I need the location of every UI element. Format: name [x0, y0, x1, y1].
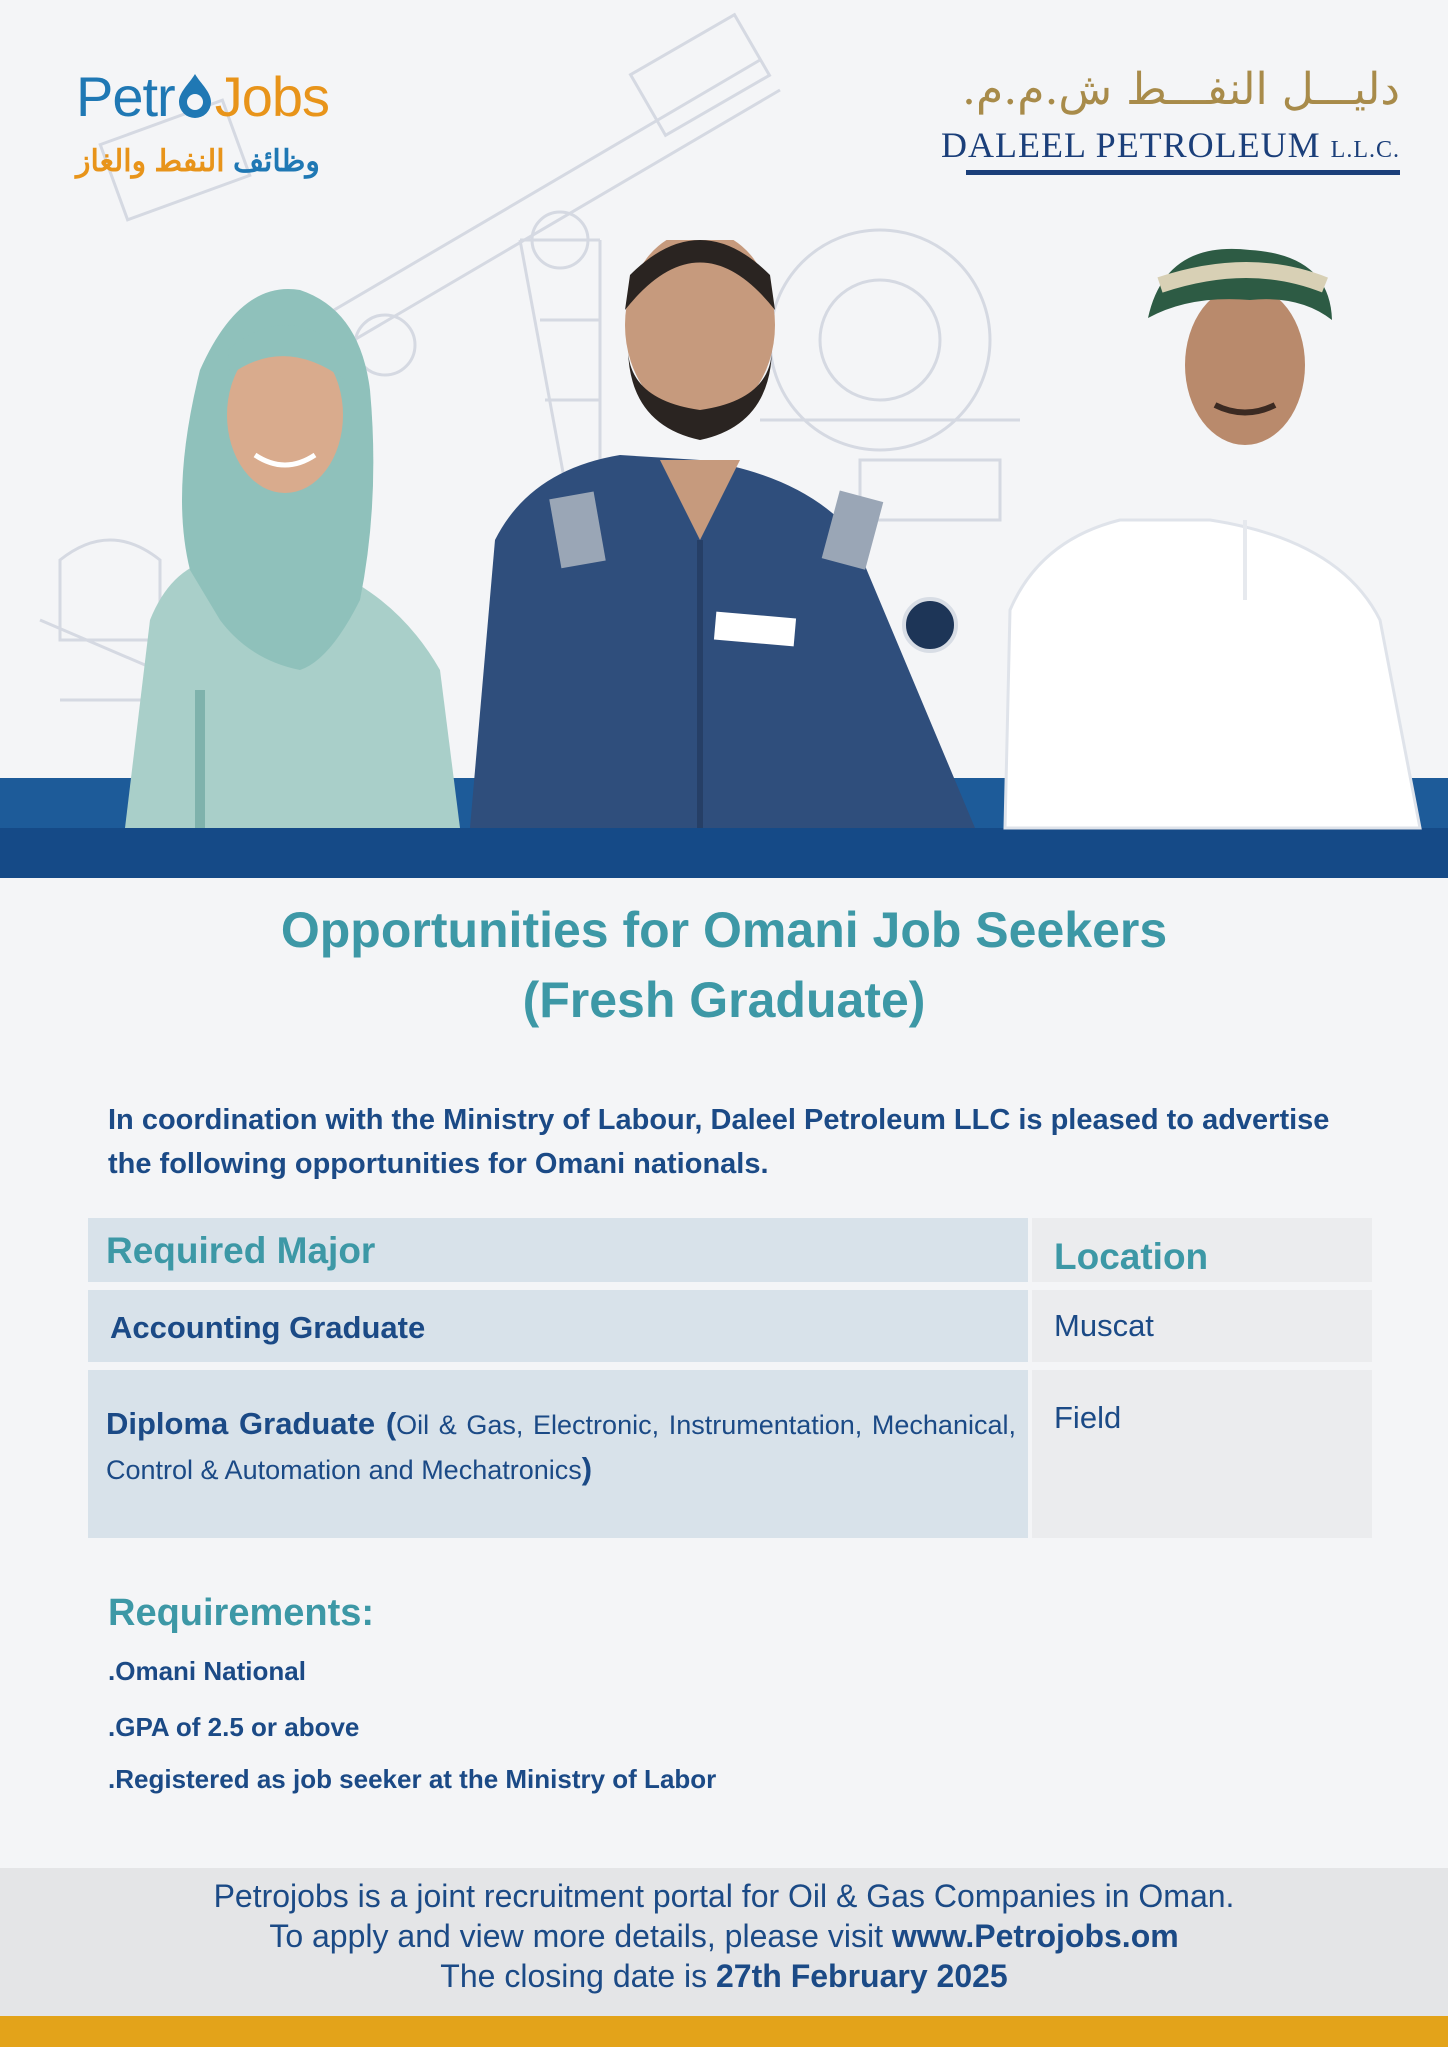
major-title: Diploma Graduate — [106, 1406, 376, 1441]
headline-line-1: Opportunities for Omani Job Seekers — [280, 902, 1168, 958]
oil-drop-icon — [175, 72, 215, 120]
blue-band-bottom — [0, 828, 1448, 878]
engineer-figure — [470, 240, 975, 828]
footer-apply-text: To apply and view more details, please visit www.Petrojobs.om — [269, 1918, 1179, 1954]
header-major: Required Major — [106, 1230, 376, 1271]
employees-photo — [0, 240, 1448, 830]
list-item: .Omani National — [108, 1656, 306, 1686]
header-location-cell — [1032, 1218, 1372, 1282]
table-row — [88, 1290, 1372, 1362]
major-detail: Oil & Gas, Electronic, Instrumentation, Mechanical, Control & Automation and Mechatronics — [106, 1410, 1016, 1485]
daleel-english-name: DALEEL PETROLEUM L.L.C. — [941, 125, 1400, 165]
daleel-arabic-name: دليـــل النفـــط ش.م.م. — [961, 64, 1400, 115]
intro-paragraph: In coordination with the Ministry of Labour, Daleel Petroleum LLC is pleased to advertise the following opportunities for Omani nationals. — [108, 1104, 1330, 1180]
logo-underline — [966, 170, 1400, 175]
headline-line-2: (Fresh Graduate) — [522, 972, 926, 1028]
major-cell — [88, 1290, 1028, 1362]
table-row — [88, 1370, 1372, 1538]
footer-closing-text: The closing date is 27th February 2025 — [440, 1958, 1008, 1994]
daleel-petroleum-logo — [941, 64, 1400, 184]
major-cell: Diploma Graduate (Oil & Gas, Electronic, Instrumentation, Mechanical, Control & Automation and Mechatronics) — [88, 1370, 1028, 1538]
footer-portal-text: Petrojobs is a joint recruitment portal for Oil & Gas Companies in Oman. — [213, 1878, 1235, 1914]
woman-figure — [125, 289, 460, 828]
header-location: Location — [1054, 1236, 1209, 1277]
list-item: .GPA of 2.5 or above — [108, 1712, 360, 1742]
closing-date: 27th February 2025 — [716, 1958, 1008, 1994]
orange-bottom-bar — [0, 2016, 1448, 2047]
major-title: Accounting Graduate — [110, 1310, 426, 1345]
header-major-cell — [88, 1218, 1028, 1282]
location-cell — [1032, 1370, 1372, 1538]
list-item: .Registered as job seeker at the Ministry of Labor — [108, 1764, 717, 1794]
omani-man-figure — [1005, 249, 1420, 828]
petrojobs-arabic-tagline: وظائف النفط والغاز — [76, 145, 320, 178]
website-link[interactable]: www.Petrojobs.om — [891, 1918, 1179, 1954]
location-cell — [1032, 1290, 1372, 1362]
location-value: Muscat — [1054, 1308, 1154, 1343]
table-header-row — [88, 1218, 1372, 1282]
petrojobs-logo — [76, 64, 396, 194]
petrojobs-wordmark: Petr Jobs — [76, 65, 329, 128]
requirements-title: Requirements: — [108, 1592, 375, 1634]
location-value: Field — [1054, 1400, 1122, 1435]
